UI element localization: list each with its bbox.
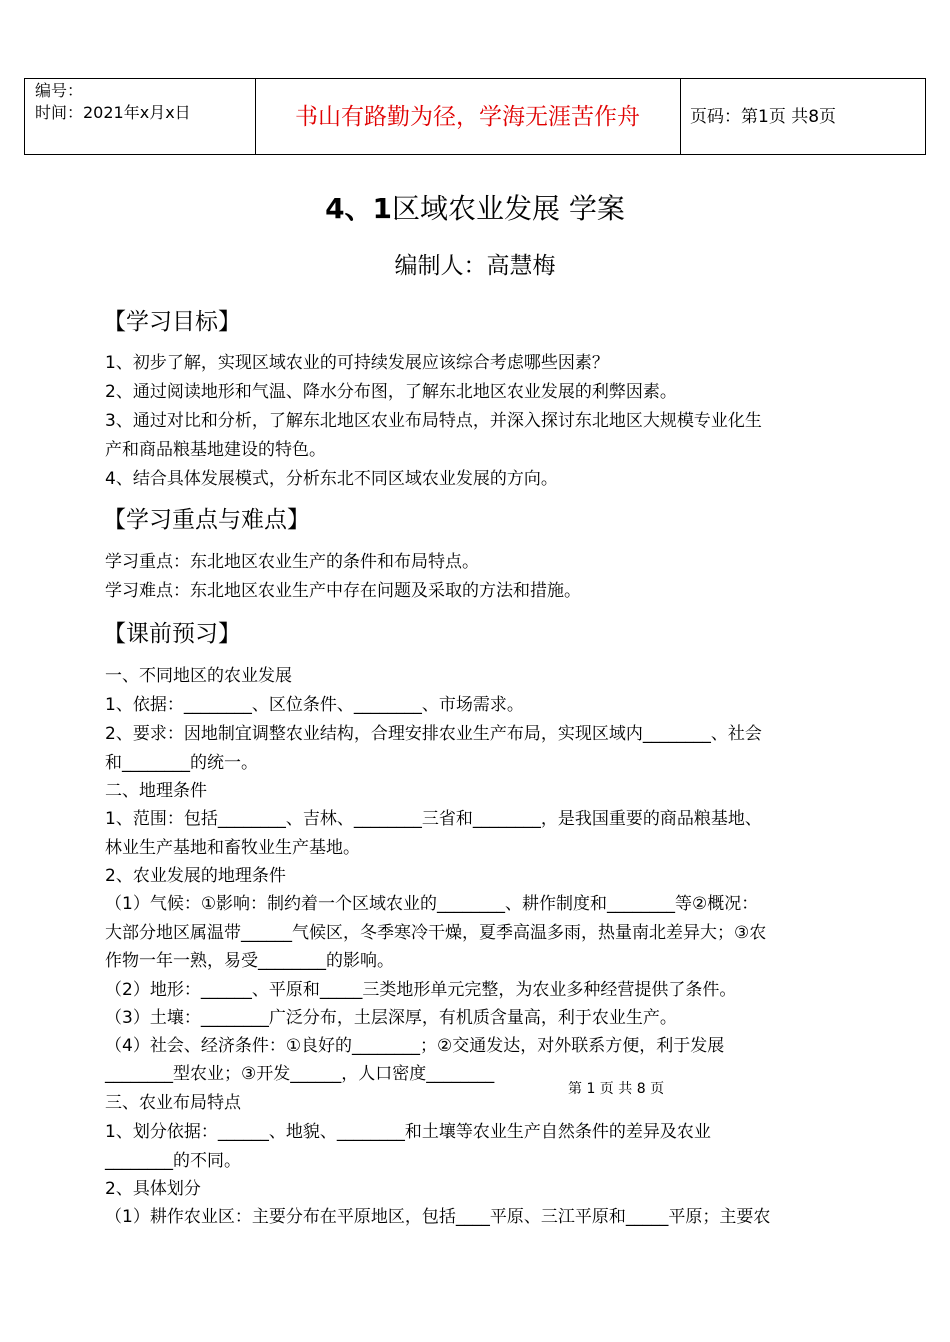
header-page-cell [680, 79, 925, 154]
section-heading-key-points: 【学习重点与难点】 [103, 507, 310, 533]
header-info-cell [25, 79, 256, 154]
motto: 书山有路勤为径，学海无涯苦作舟 [295, 104, 640, 130]
preview-line: 和________的统一。 [105, 753, 258, 773]
time-label: 时间：2021年x月x日 [35, 103, 191, 122]
objective-line: 2、通过阅读地形和气温、降水分布图，了解东北地区农业发展的利弊因素。 [105, 382, 677, 402]
header-table [24, 78, 926, 155]
page-footer: 第 1 页 共 8 页 [568, 1081, 665, 1097]
preview-line: 2、农业发展的地理条件 [105, 866, 286, 886]
section-heading-objectives: 【学习目标】 [103, 309, 241, 335]
preview-line: 一、不同地区的农业发展 [105, 666, 292, 686]
objective-line: 3、通过对比和分析，了解东北地区农业布局特点，并深入探讨东北地区大规模专业化生 [105, 411, 762, 431]
objective-line: 4、结合具体发展模式，分析东北不同区域农业发展的方向。 [105, 469, 558, 489]
key-point-line: 学习重点：东北地区农业生产的条件和布局特点。 [105, 552, 479, 572]
preview-line: 大部分地区属温带______气候区，冬季寒冷干燥，夏季高温多雨，热量南北差异大；③农 [105, 923, 767, 943]
author: 编制人：高慧梅 [394, 253, 556, 279]
key-point-line: 学习难点：东北地区农业生产中存在问题及采取的方法和措施。 [105, 581, 581, 601]
preview-line: （2）地形：______、平原和_____三类地形单元完整，为农业多种经营提供了条件。 [105, 980, 737, 1000]
preview-line: ________的不同。 [105, 1151, 241, 1171]
preview-line: 2、要求：因地制宜调整农业结构，合理安排农业生产布局，实现区域内________、社会 [105, 724, 762, 744]
preview-line: （4）社会、经济条件：①良好的________；②交通发达，对外联系方便，利于发展 [105, 1036, 725, 1056]
preview-line: 1、划分依据：______、地貌、________和土壤等农业生产自然条件的差异及农业 [105, 1122, 711, 1142]
preview-line: （1）气候：①影响：制约着一个区域农业的________、耕作制度和________等②概况： [105, 894, 759, 914]
preview-line: 1、范围：包括________、吉林、________三省和________，是我国重要的商品粮基地、 [105, 809, 762, 829]
preview-line: 作物一年一熟，易受________的影响。 [105, 951, 394, 971]
number-label: 编号： [35, 81, 84, 100]
preview-line: （1）耕作农业区：主要分布在平原地区，包括____平原、三江平原和_____平原；主要农 [105, 1207, 771, 1227]
objective-line: 产和商品粮基地建设的特色。 [105, 440, 326, 460]
preview-line: 1、依据：________、区位条件、________、市场需求。 [105, 695, 524, 715]
page-info: 页码：第1页 共8页 [690, 107, 837, 127]
preview-line: 2、具体划分 [105, 1179, 201, 1199]
preview-line: 三、农业布局特点 [105, 1093, 241, 1113]
header-motto-cell [255, 79, 681, 154]
preview-line: ________型农业；③开发______，人口密度________ [105, 1064, 495, 1084]
objective-line: 1、初步了解，实现区域农业的可持续发展应该综合考虑哪些因素？ [105, 353, 609, 373]
page-title [0, 192, 950, 226]
section-heading-preview: 【课前预习】 [103, 621, 241, 647]
title-text: 区域农业发展 学案 [392, 192, 625, 225]
title-number: 4、1 [325, 192, 393, 225]
preview-line: 林业生产基地和畜牧业生产基地。 [105, 838, 360, 858]
preview-line: （3）土壤：________广泛分布，土层深厚，有机质含量高，利于农业生产。 [105, 1008, 677, 1028]
preview-line: 二、地理条件 [105, 781, 207, 801]
